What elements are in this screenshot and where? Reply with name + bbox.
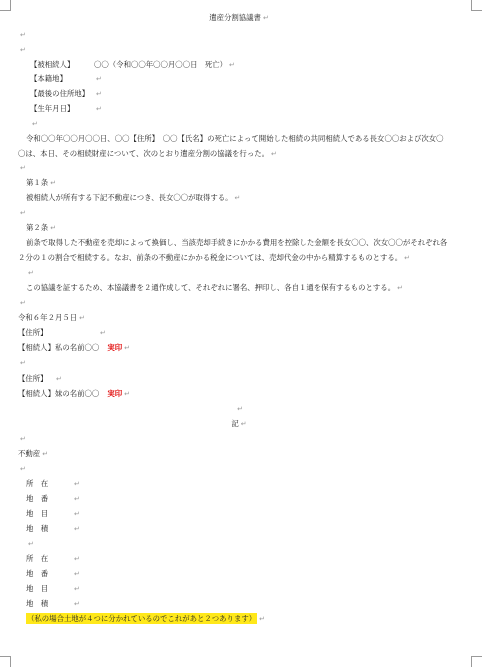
blank-line: [30, 119, 460, 129]
blank-line: [18, 298, 460, 308]
property-field-row: [26, 509, 460, 519]
paragraph-mark: ↵: [262, 14, 269, 22]
ki-text: 記: [231, 419, 239, 428]
proof-text: この協議を証するため、本協議書を２通作成して、それぞれに署名、押印し、各自１通を保有するものとする。: [26, 283, 396, 292]
paragraph-mark: ↵: [74, 495, 80, 503]
intro-line-2: [18, 149, 460, 159]
article-1-body-text: 被相続人が所有する下記不動産につき、長女〇〇が取得する。: [26, 193, 233, 202]
blank-line: [18, 163, 460, 173]
paragraph-mark: ↵: [74, 585, 80, 593]
property-field-area: 地 積: [26, 599, 49, 608]
date-text: 令和６年２月５日: [18, 313, 78, 322]
ki-line: [18, 419, 460, 429]
article-2-text-1: 前条で取得した不動産を売却によって換価し、当該売却手続きにかかる費用を控除した金額を長女〇〇、次女〇〇がそれぞれ各: [26, 238, 448, 247]
property-field-row: [26, 554, 460, 564]
article-2-heading: [26, 223, 460, 233]
heir-2-name-label: 【相続人】妹の名前〇〇: [18, 389, 100, 398]
heir-2-address-label: 【住所】: [18, 374, 48, 383]
heir-1-name-label: 【相続人】私の名前〇〇: [18, 343, 100, 352]
paragraph-mark: ↵: [74, 525, 80, 533]
blank-line: [18, 45, 460, 55]
crop-mark-top-left: [0, 0, 11, 11]
paragraph-mark: ↵: [229, 61, 235, 69]
last-address-row: [30, 89, 460, 99]
heir-2-address-row: [18, 374, 460, 384]
paragraph-mark: ↵: [397, 284, 403, 292]
paragraph-mark: ↵: [259, 615, 265, 623]
domicile-label: 【本籍地】: [30, 74, 67, 83]
decedent-label: 【被相続人】: [30, 60, 75, 69]
blank-line: [18, 208, 460, 218]
paragraph-mark: ↵: [20, 46, 26, 54]
article-2-line-2: [18, 253, 460, 263]
property-field-row: [26, 479, 460, 489]
paragraph-mark: ↵: [96, 75, 102, 83]
paragraph-mark: ↵: [74, 480, 80, 488]
property-field-lot-number: 地 番: [26, 569, 49, 578]
blank-line: [18, 404, 460, 414]
property-heading-text: 不動産: [18, 449, 41, 458]
property-field-land-category: 地 目: [26, 509, 49, 518]
paragraph-mark: ↵: [240, 420, 247, 428]
title-text: 遺産分割協議書: [209, 13, 261, 22]
property-field-land-category: 地 目: [26, 584, 49, 593]
intro-text-2: 〇は、本日、その相続財産について、次のとおり遺産分割の協議を行った。: [18, 149, 269, 158]
crop-mark-bottom-left: [0, 656, 11, 667]
property-field-location: 所 在: [26, 554, 49, 563]
paragraph-mark: ↵: [28, 540, 34, 548]
paragraph-mark: ↵: [74, 600, 80, 608]
paragraph-mark: ↵: [79, 314, 86, 322]
property-field-lot-number: 地 番: [26, 494, 49, 503]
paragraph-mark: ↵: [74, 570, 80, 578]
blank-line: [18, 434, 460, 444]
paragraph-mark: ↵: [50, 179, 57, 187]
paragraph-mark: ↵: [96, 90, 102, 98]
paragraph-mark: ↵: [20, 435, 26, 443]
article-1-body: [26, 193, 460, 203]
heir-1-address-row: [18, 328, 460, 338]
paragraph-mark: ↵: [234, 194, 241, 202]
paragraph-mark: ↵: [20, 164, 26, 172]
blank-line: [18, 30, 460, 40]
blank-line: [26, 268, 460, 278]
property-field-area: 地 積: [26, 524, 49, 533]
article-2-heading-text: 第２条: [26, 223, 49, 232]
crop-mark-top-right: [471, 0, 482, 11]
paragraph-mark: ↵: [237, 405, 243, 413]
property-field-location: 所 在: [26, 479, 49, 488]
crop-mark-bottom-right: [471, 656, 482, 667]
property-field-row: [26, 524, 460, 534]
paragraph-mark: ↵: [74, 510, 80, 518]
paragraph-mark: ↵: [50, 224, 57, 232]
paragraph-mark: ↵: [28, 269, 34, 277]
paragraph-mark: ↵: [100, 329, 106, 337]
property-field-row: [26, 584, 460, 594]
last-address-label: 【最後の住所地】: [30, 89, 90, 98]
paragraph-mark: ↵: [20, 465, 26, 473]
note-line: [26, 614, 460, 624]
property-field-row: [26, 569, 460, 579]
article-1-heading: [26, 178, 460, 188]
blank-line: [18, 464, 460, 474]
heir-1-seal: 実印: [107, 343, 123, 352]
paragraph-mark: ↵: [56, 375, 62, 383]
paragraph-mark: ↵: [124, 390, 130, 398]
paragraph-mark: ↵: [124, 344, 130, 352]
highlighted-note: （私の場合土地が４つに分かれているのでこれがあと２つあります）: [27, 614, 257, 623]
birthdate-row: [30, 104, 460, 114]
birthdate-label: 【生年月日】: [30, 104, 75, 113]
heir-1-name-row: [18, 343, 460, 353]
heir-2-seal: 実印: [107, 389, 123, 398]
property-field-row: [26, 494, 460, 504]
blank-line: [18, 358, 460, 368]
heir-1-address-label: 【住所】: [18, 328, 48, 337]
paragraph-mark: ↵: [42, 450, 49, 458]
paragraph-mark: ↵: [20, 209, 26, 217]
property-heading: [18, 449, 460, 459]
property-field-row: [26, 599, 460, 609]
paragraph-mark: ↵: [74, 555, 80, 563]
domicile-row: [30, 74, 460, 84]
heir-2-name-row: [18, 389, 460, 399]
decedent-row: [30, 60, 460, 70]
article-2-line-1: [26, 238, 460, 248]
proof-paragraph: [26, 283, 460, 293]
paragraph-mark: ↵: [20, 299, 26, 307]
article-1-heading-text: 第１条: [26, 178, 49, 187]
paragraph-mark: ↵: [32, 120, 38, 128]
paragraph-mark: ↵: [20, 31, 26, 39]
intro-line-1: [26, 134, 460, 144]
blank-line: [26, 539, 460, 549]
paragraph-mark: ↵: [20, 359, 26, 367]
intro-text-1: 令和〇〇年〇〇月〇〇日、〇〇【住所】 〇〇【氏名】の死亡によって開始した相続の共同相続人である長女〇〇および次女〇: [26, 134, 444, 143]
paragraph-mark: ↵: [96, 105, 102, 113]
decedent-value: 〇〇（令和〇〇年〇〇月〇〇日 死亡）: [94, 60, 228, 69]
date-line: [18, 313, 460, 323]
paragraph-mark: ↵: [404, 254, 411, 262]
paragraph-mark: ↵: [271, 150, 277, 158]
article-2-text-2: ２分の１の割合で相続する。なお、前条の不動産にかかる税金については、売却代金の中から精算するものとする。: [18, 253, 403, 262]
document-title: [18, 13, 460, 23]
